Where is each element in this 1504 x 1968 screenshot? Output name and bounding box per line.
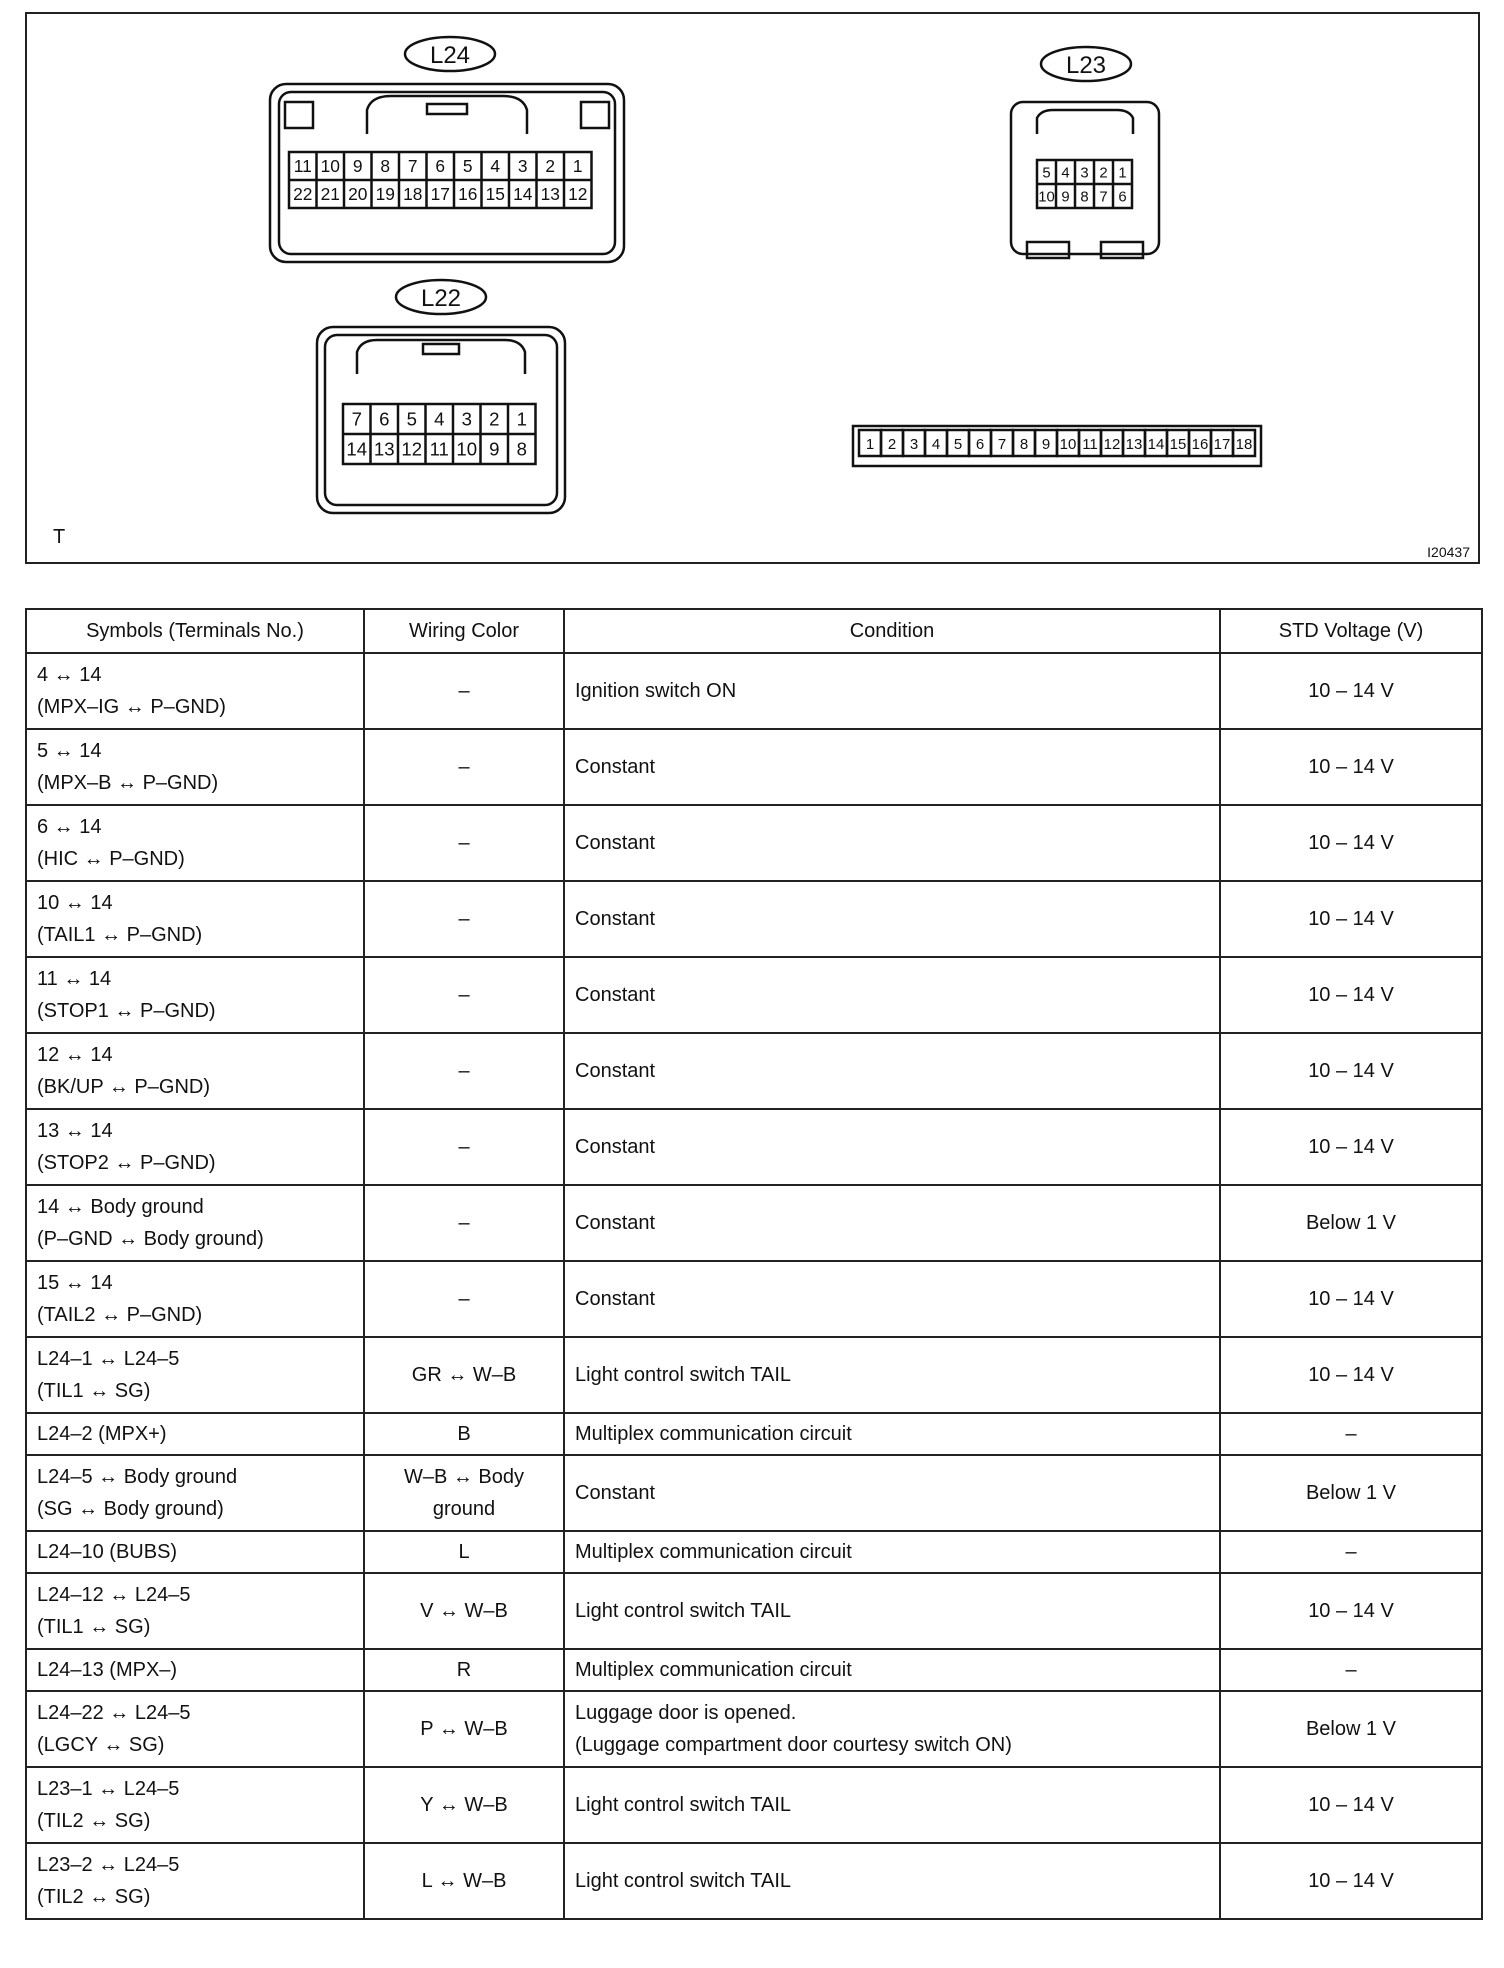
std-voltage-cell [1220,1337,1482,1413]
symbols-cell [26,1691,364,1767]
wiring-color-cell [364,1767,564,1843]
l23-pin-label: 6 [1118,189,1127,206]
header-symbols: Symbols (Terminals No.) [26,609,364,653]
condition-cell-text: Constant [575,832,656,854]
condition-cell [564,805,1220,881]
wiring-color-cell [364,1033,564,1109]
std-voltage-cell-text: 10 – 14 V [1308,1794,1394,1816]
std-voltage-cell [1220,653,1482,729]
wiring-color-cell-text: – [458,1136,470,1158]
l24-pin-label: 3 [517,156,528,177]
table-row [26,1109,1482,1185]
l24-pin-label: 11 [293,156,312,177]
wiring-color-cell-text: R [456,1659,472,1681]
wiring-color-cell [364,653,564,729]
l23-pin-label: 1 [1118,165,1127,182]
std-voltage-cell-text: Below 1 V [1305,1718,1397,1740]
symbols-cell-text: (MPX–B ↔ P–GND) [37,772,219,794]
strip-pin-label: 12 [1103,436,1121,453]
symbols-cell-text: 14 ↔ Body ground [37,1196,204,1218]
l24-lock-tab [427,104,467,114]
wiring-color-cell [364,1649,564,1691]
strip-pin-label: 1 [865,436,875,453]
l23-pin-label: 9 [1061,189,1070,206]
l23-pin-label: 7 [1099,189,1108,206]
symbols-cell-text: (STOP1 ↔ P–GND) [37,1000,216,1022]
condition-cell-text: Constant [575,908,656,930]
l23-pin-label: 10 [1038,189,1055,206]
symbols-cell-text: 4 ↔ 14 [37,664,102,686]
symbols-cell [26,1261,364,1337]
condition-cell [564,1413,1220,1455]
wiring-color-cell-text: – [458,984,470,1006]
table-row [26,805,1482,881]
condition-cell [564,881,1220,957]
symbols-cell [26,881,364,957]
wiring-color-cell [364,881,564,957]
l24-pin-label: 20 [348,184,368,205]
condition-cell [564,1843,1220,1919]
condition-cell-text: (Luggage compartment door courtesy switch ON) [575,1734,1012,1756]
l24-pin-label: 12 [568,184,588,205]
condition-cell [564,957,1220,1033]
condition-cell-text: Light control switch TAIL [575,1364,792,1386]
condition-cell-text: Ignition switch ON [575,680,737,702]
symbols-cell-text: (HIC ↔ P–GND) [37,848,185,870]
strip-pin-label: 16 [1191,436,1209,453]
strip-pin-label: 7 [997,436,1007,453]
table-row [26,1573,1482,1649]
l24-pin-label: 18 [403,184,423,205]
symbols-cell-text: (BK/UP ↔ P–GND) [37,1076,210,1098]
strip-pin-label: 15 [1169,436,1187,453]
symbols-cell-text: 13 ↔ 14 [37,1120,113,1142]
l22-pin-label: 1 [516,408,527,430]
condition-cell-text: Constant [575,1060,656,1082]
symbols-cell [26,1843,364,1919]
strip-pin-label: 18 [1235,436,1253,453]
wiring-color-cell [364,1573,564,1649]
strip-pin-label: 10 [1059,436,1077,453]
condition-cell [564,1109,1220,1185]
condition-cell [564,1691,1220,1767]
symbols-cell [26,1455,364,1531]
strip-pin-label: 5 [953,436,963,453]
symbols-cell [26,1767,364,1843]
table-row [26,881,1482,957]
l23-pin-label: 5 [1042,165,1051,182]
header-condition: Condition [564,609,1220,653]
condition-cell-text: Constant [575,1482,656,1504]
condition-cell [564,1261,1220,1337]
symbols-cell-text: 10 ↔ 14 [37,892,113,914]
symbols-cell [26,1033,364,1109]
table-row [26,1767,1482,1843]
symbols-cell-text: L24–12 ↔ L24–5 [37,1584,191,1606]
condition-cell [564,729,1220,805]
condition-cell-text: Constant [575,756,656,778]
table-row [26,729,1482,805]
table-row [26,1691,1482,1767]
std-voltage-cell [1220,957,1482,1033]
table-row [26,1413,1482,1455]
symbols-cell-text: 5 ↔ 14 [37,740,102,762]
l22-lock-tab [423,344,459,354]
wiring-color-cell-text: W–B ↔ Body ground [403,1466,525,1520]
l23-foot [1101,242,1143,258]
symbols-cell-text: 6 ↔ 14 [37,816,102,838]
l24-latch [285,102,313,128]
condition-cell-text: Multiplex communication circuit [575,1541,852,1563]
table-row [26,1455,1482,1531]
condition-cell [564,1649,1220,1691]
wiring-color-cell [364,1337,564,1413]
wiring-color-cell-text: – [458,832,470,854]
std-voltage-cell-text: Below 1 V [1305,1482,1397,1504]
strip-pin-label: 8 [1019,436,1029,453]
table-row [26,1337,1482,1413]
symbols-cell [26,1573,364,1649]
l22-pin-label: 9 [489,438,500,460]
table-row [26,1185,1482,1261]
wiring-color-cell [364,1185,564,1261]
symbols-cell-text: (SG ↔ Body ground) [37,1498,224,1520]
condition-cell [564,1033,1220,1109]
l23-pin-label: 8 [1080,189,1089,206]
std-voltage-cell [1220,1033,1482,1109]
symbols-cell-text: (MPX–IG ↔ P–GND) [37,696,226,718]
condition-cell-text: Constant [575,1212,656,1234]
wiring-color-cell [364,805,564,881]
std-voltage-cell [1220,881,1482,957]
std-voltage-cell-text: 10 – 14 V [1308,680,1394,702]
condition-cell-text: Multiplex communication circuit [575,1423,852,1445]
symbols-cell-text: 15 ↔ 14 [37,1272,113,1294]
symbols-cell-text: (LGCY ↔ SG) [37,1734,165,1756]
std-voltage-cell-text: 10 – 14 V [1308,1870,1394,1892]
wiring-color-cell-text: L ↔ W–B [421,1870,507,1892]
symbols-cell-text: (TIL1 ↔ SG) [37,1380,151,1402]
condition-cell [564,1573,1220,1649]
wiring-color-cell-text: L [458,1541,470,1563]
symbols-cell-text: 11 ↔ 14 [37,968,112,990]
std-voltage-cell-text: 10 – 14 V [1308,832,1394,854]
symbols-cell-text: L24–22 ↔ L24–5 [37,1702,191,1724]
table-row [26,1033,1482,1109]
l22-pin-label: 3 [461,408,472,430]
condition-cell [564,1337,1220,1413]
symbols-cell [26,1185,364,1261]
l22-label: L22 [420,285,462,312]
l23-foot [1027,242,1069,258]
wiring-color-cell-text: – [458,1060,470,1082]
wiring-color-cell-text: B [457,1423,471,1445]
l22-pin-label: 11 [429,438,449,460]
std-voltage-cell [1220,1573,1482,1649]
wiring-color-cell-text: – [458,1288,470,1310]
condition-cell-text: Light control switch TAIL [575,1794,792,1816]
symbols-cell-text: L23–2 ↔ L24–5 [37,1854,180,1876]
l24-latch [581,102,609,128]
l24-pin-label: 19 [375,184,395,205]
symbols-cell-text: 12 ↔ 14 [37,1044,113,1066]
condition-cell-text: Light control switch TAIL [575,1870,792,1892]
std-voltage-cell-text: 10 – 14 V [1308,756,1394,778]
l24-pin-label: 9 [352,156,363,177]
connector-drawing [27,14,1478,562]
table-row [26,1843,1482,1919]
strip-pin-label: 4 [931,436,941,453]
std-voltage-cell [1220,1109,1482,1185]
wiring-color-cell [364,1843,564,1919]
wiring-color-cell-text: Y ↔ W–B [420,1794,508,1816]
header-std-voltage: STD Voltage (V) [1220,609,1482,653]
l24-pin-label: 22 [293,184,313,205]
l22-pin-label: 10 [456,438,478,460]
std-voltage-cell [1220,1185,1482,1261]
l24-pin-label: 6 [435,156,446,177]
std-voltage-cell [1220,805,1482,881]
condition-cell-text: Constant [575,1136,656,1158]
wiring-color-cell [364,1413,564,1455]
l24-pin-label: 10 [320,156,340,177]
l23-pin-label: 2 [1099,165,1108,182]
std-voltage-cell [1220,1261,1482,1337]
wiring-color-cell [364,957,564,1033]
symbols-cell-text: (TIL2 ↔ SG) [37,1810,151,1832]
symbols-cell [26,1109,364,1185]
figure-id: I20437 [1427,544,1470,560]
symbols-cell-text: (TAIL2 ↔ P–GND) [37,1304,203,1326]
l24-pin-label: 14 [513,184,533,205]
strip-pin-label: 9 [1041,436,1051,453]
std-voltage-cell [1220,1767,1482,1843]
l23-lock [1037,110,1133,134]
strip-pin-label: 13 [1125,436,1143,453]
l24-pin-label: 2 [545,156,556,177]
condition-cell [564,1531,1220,1573]
strip-pin-label: 17 [1213,436,1231,453]
symbols-cell [26,1413,364,1455]
symbols-cell [26,805,364,881]
symbols-cell-text: (P–GND ↔ Body ground) [37,1228,264,1250]
wiring-color-cell-text: GR ↔ W–B [411,1364,517,1386]
condition-cell-text: Multiplex communication circuit [575,1659,852,1681]
std-voltage-cell [1220,729,1482,805]
std-voltage-cell [1220,1843,1482,1919]
l24-pin-label: 1 [572,156,583,177]
std-voltage-cell-text: – [1345,1423,1357,1445]
std-voltage-cell [1220,1455,1482,1531]
symbols-cell-text: (STOP2 ↔ P–GND) [37,1152,216,1174]
wiring-color-cell [364,1261,564,1337]
l22-pin-label: 13 [373,438,395,460]
symbols-cell [26,1649,364,1691]
strip-pin-label: 11 [1082,436,1098,453]
condition-cell [564,1185,1220,1261]
l24-pin-label: 17 [430,184,450,205]
l23-label: L23 [1065,52,1107,79]
condition-cell-text: Luggage door is opened. [575,1702,797,1724]
table-row [26,1649,1482,1691]
std-voltage-cell [1220,1649,1482,1691]
std-voltage-cell-text: 10 – 14 V [1308,908,1394,930]
symbols-cell-text: L24–13 (MPX–) [37,1659,178,1681]
symbols-cell-text: (TIL1 ↔ SG) [37,1616,151,1638]
wiring-color-cell-text: – [458,680,470,702]
std-voltage-cell [1220,1531,1482,1573]
wiring-color-cell-text: – [458,908,470,930]
symbols-cell-text: L24–1 ↔ L24–5 [37,1348,180,1370]
std-voltage-cell-text: 10 – 14 V [1308,1600,1394,1622]
table-row [26,1531,1482,1573]
table-header-row [26,609,1482,653]
std-voltage-cell-text: 10 – 14 V [1308,1136,1394,1158]
std-voltage-cell-text: – [1345,1659,1357,1681]
l24-pin-label: 16 [458,184,478,205]
strip-pin-label: 14 [1147,436,1165,453]
l22-pin-label: 6 [379,408,390,430]
l22-pin-label: 7 [351,408,362,430]
strip-pin-label: 6 [975,436,985,453]
condition-cell [564,653,1220,729]
l22-pin-label: 5 [406,408,417,430]
condition-cell-text: Constant [575,1288,656,1310]
symbols-cell-text: L24–2 (MPX+) [37,1423,167,1445]
strip-pin-label: 3 [909,436,919,453]
table-row [26,1261,1482,1337]
condition-cell [564,1455,1220,1531]
l24-pin-label: 21 [320,184,340,205]
wiring-color-cell [364,1455,564,1531]
l24-pin-label: 8 [380,156,391,177]
condition-cell [564,1767,1220,1843]
voltage-table [25,608,1483,1920]
symbols-cell-text: L23–1 ↔ L24–5 [37,1778,180,1800]
strip-pin-label: 2 [887,436,897,453]
wiring-color-cell [364,1531,564,1573]
symbols-cell [26,957,364,1033]
l24-pin-label: 5 [462,156,473,177]
wiring-color-cell [364,1691,564,1767]
table-row [26,653,1482,729]
l24-label: L24 [429,42,471,69]
l24-pin-label: 4 [490,156,501,177]
l24-pin-label: 15 [485,184,505,205]
std-voltage-cell-text: 10 – 14 V [1308,984,1394,1006]
l23-pin-label: 3 [1080,165,1089,182]
l22-pin-label: 4 [434,408,445,430]
diagram-note: T [53,526,66,548]
symbols-cell [26,1531,364,1573]
condition-cell-text: Light control switch TAIL [575,1600,792,1622]
std-voltage-cell-text: Below 1 V [1305,1212,1397,1234]
table-row [26,957,1482,1033]
symbols-cell-text: (TIL2 ↔ SG) [37,1886,151,1908]
wiring-color-cell [364,729,564,805]
wiring-color-cell-text: P ↔ W–B [420,1718,508,1740]
wiring-color-cell-text: – [458,756,470,778]
l24-pin-label: 13 [540,184,560,205]
wiring-color-cell-text: V ↔ W–B [420,1600,508,1622]
std-voltage-cell [1220,1691,1482,1767]
wiring-color-cell-text: – [458,1212,470,1234]
symbols-cell [26,1337,364,1413]
l22-pin-label: 8 [516,438,527,460]
connector-diagram [25,12,1480,564]
symbols-cell [26,729,364,805]
l22-pin-label: 14 [346,438,368,460]
symbols-cell-text: (TAIL1 ↔ P–GND) [37,924,203,946]
std-voltage-cell-text: 10 – 14 V [1308,1060,1394,1082]
std-voltage-cell [1220,1413,1482,1455]
wiring-color-cell [364,1109,564,1185]
std-voltage-cell-text: 10 – 14 V [1308,1364,1394,1386]
l24-pin-label: 7 [407,156,418,177]
symbols-cell-text: L24–5 ↔ Body ground [37,1466,238,1488]
std-voltage-cell-text: 10 – 14 V [1308,1288,1394,1310]
symbols-cell-text: L24–10 (BUBS) [37,1541,178,1563]
symbols-cell [26,653,364,729]
header-wiring-color: Wiring Color [364,609,564,653]
l22-pin-label: 12 [401,438,423,460]
std-voltage-cell-text: – [1345,1541,1357,1563]
l23-pin-label: 4 [1061,165,1070,182]
l22-pin-label: 2 [489,408,500,430]
condition-cell-text: Constant [575,984,656,1006]
